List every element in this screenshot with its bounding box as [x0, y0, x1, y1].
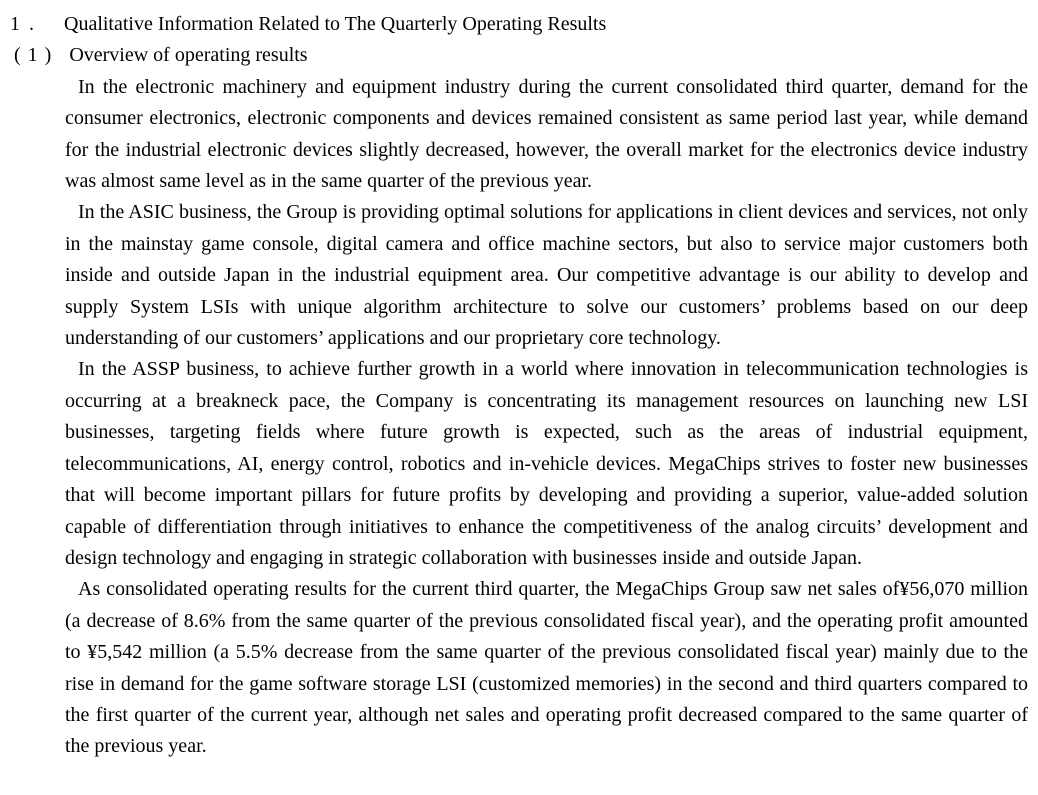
subsection-number: (1): [14, 44, 59, 67]
report-body: [65, 72, 1028, 763]
paragraph-consolidated-results: As consolidated operating results for the current third quarter, the MegaChips Group saw net sales of¥56,070 million (a decrease of 8.6% from the same quarter of the previous consolidated fiscal year), and the operating profit amounted to ¥5,542 million (a 5.5% decrease from the same quarter of the previous consolidated fiscal year) mainly due to the rise in demand for the game software storage LSI (customized memories) in the second and third quarters compared to the first quarter of the current year, although net sales and operating profit decreased compared to the same quarter of the previous year.: [65, 578, 1028, 758]
paragraph-assp-business: In the ASSP business, to achieve further growth in a world where innovation in telecommunication technologies is occurring at a breakneck pace, the Company is concentrating its management resources on launching new LSI businesses, targeting fields where future growth is expected, such as the areas of industrial equipment, telecommunications, AI, energy control, robotics and in-vehicle devices. MegaChips strives to foster new businesses that will become important pillars for future profits by developing and providing a superior, value-added solution capable of differentiation through initiatives to enhance the competitiveness of the analog circuits’ development and design technology and engaging in strategic collaboration with businesses inside and outside Japan.: [65, 358, 1028, 569]
section-heading: [0, 9, 1038, 40]
paragraph-asic-business: In the ASIC business, the Group is providing optimal solutions for applications in client devices and services, not only in the mainstay game console, digital camera and office machine sectors, but also to service major customers both inside and outside Japan in the industrial equipment area. Our competitive advantage is our ability to develop and supply System LSIs with unique algorithm architecture to solve our customers’ problems based on our deep understanding of our customers’ applications and our proprietary core technology.: [65, 201, 1028, 350]
subsection-heading: [0, 40, 1038, 71]
subsection-title: Overview of operating results: [69, 44, 308, 67]
section-title: Qualitative Information Related to The Quarterly Operating Results: [64, 13, 607, 35]
section-number: 1.: [10, 13, 43, 35]
paragraph-industry-overview: In the electronic machinery and equipment industry during the current consolidated third quarter, demand for the consumer electronics, electronic components and devices remained consistent as same period last year, while demand for the industrial electronic devices slightly decreased, however, the overall market for the electronics device industry was almost same level as in the same quarter of the previous year.: [65, 75, 1028, 193]
